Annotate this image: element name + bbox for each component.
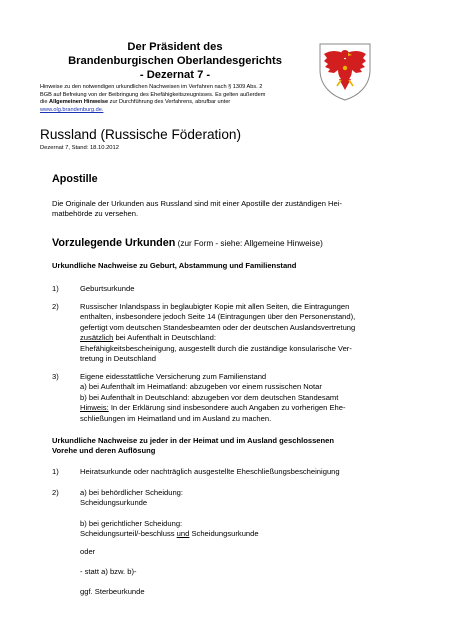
vorehe-oder: oder (80, 547, 96, 556)
header-line-2: Brandenburgischen Oberlandesgerichts (68, 55, 282, 67)
geburt-subheading: Urkundliche Nachweise zu Geburt, Abstammung und Familienstand (52, 261, 297, 270)
apostille-line-1: Die Originale der Urkunden aus Russland sind mit einer Apostille der zuständigen Hei- (52, 199, 342, 208)
geburt-i3-line-2: a) bei Aufenthalt im Heimatland: abzugeben vor einem russischen Notar (80, 382, 322, 392)
apostille-text (52, 199, 412, 220)
apostille-heading: Apostille (52, 173, 98, 185)
intro-l3-post: zur Durchführung des Verfahrens, abrufbar unter (108, 99, 231, 106)
hinweis-underlined: Hinweis: (80, 403, 109, 413)
vorehe-item-1-number: 1) (52, 467, 59, 476)
vorehe-item-1-text: Heiratsurkunde oder nachträglich ausgestellte Eheschließungsbescheinigung (80, 467, 340, 476)
brandenburg-eagle-icon (316, 40, 374, 102)
vorehe-title-line-1: Urkundliche Nachweise zu jeder in der Heimat und im Ausland geschlossenen (52, 436, 335, 445)
geburt-i3-line-4-rest: In der Erklärung sind insbesondere auch Angaben zu vorherigen Ehe- (108, 403, 346, 413)
vorehe-subheading (52, 436, 407, 457)
intro-line-2: BGB auf Befreiung von der Beibringung des Ehefähigkeitszeugnisses. Es gelten außerdem (40, 91, 266, 98)
geburt-i2-line-6: tretung in Deutschland (80, 354, 156, 364)
vorehe-b-line-1: b) bei gerichtlicher Scheidung: (80, 519, 183, 528)
vorehe-b-l2-pre: Scheidungsurteil/-beschluss (80, 529, 177, 538)
vorehe-b-line-2 (80, 529, 259, 539)
geburt-item-3-number: 3) (52, 372, 59, 381)
intro-line-3 (40, 99, 312, 107)
vorzulegende-title: Vorzulegende Urkunden (52, 237, 176, 249)
vorehe-title-line-2: Vorehe und deren Auflösung (52, 446, 156, 456)
geburt-i2-line-4 (80, 333, 412, 343)
document-header (40, 40, 310, 82)
intro-line-1: Hinweise zu den notwendigen urkundlichen Nachweisen im Verfahren nach § 1309 Abs. 2 (40, 84, 263, 90)
intro-text (40, 84, 312, 114)
header-line-1: Der Präsident des (127, 41, 223, 53)
und-underlined: und (176, 529, 190, 538)
vorehe-sterbeurkunde: ggf. Sterbeurkunde (80, 587, 145, 596)
olg-website-link[interactable]: www.olg.brandenburg.de. (40, 106, 104, 113)
header-line-3: - Dezernat 7 - (139, 69, 211, 81)
apostille-line-2: matbehörde zu versehen. (52, 209, 139, 219)
geburt-i3-line-1: Eigene eidesstattliche Versicherung zum Familienstand (80, 372, 267, 381)
geburt-item-3-text (80, 372, 412, 424)
geburt-i3-line-4 (80, 403, 412, 413)
vorehe-item-2-number: 2) (52, 488, 59, 497)
vorzulegende-suffix: (zur Form - siehe: Allgemeine Hinweise) (175, 239, 323, 248)
intro-l3-pre: die (40, 99, 50, 106)
geburt-i2-line-4-rest: bei Aufenthalt in Deutschland: (113, 333, 216, 343)
stand-date: Dezernat 7, Stand: 18.10.2012 (40, 145, 119, 151)
vorehe-b-l2-post: Scheidungsurkunde (189, 529, 259, 538)
zusaetzlich-underlined: zusätzlich (80, 333, 114, 343)
vorehe-statt: - statt a) bzw. b)- (80, 567, 137, 576)
geburt-i2-line-2: enthalten, insbesondere jedoch Seite 14 (Eintragungen über den Personenstand), (80, 312, 356, 322)
geburt-item-2-text (80, 302, 412, 364)
vorehe-a-line-1: a) bei behördlicher Scheidung: (80, 488, 184, 497)
geburt-i2-line-3: gefertigt vom deutschen Standesbeamten oder der deutschen Auslandsvertretung (80, 322, 356, 332)
country-title: Russland (Russische Föderation) (40, 127, 241, 142)
vorzulegende-heading (52, 237, 323, 249)
vorehe-a-line-2: Scheidungsurkunde (80, 498, 148, 507)
allgemeine-hinweise-bold: Allgemeinen Hinweise (49, 99, 109, 106)
geburt-i2-line-1: Russischer Inlandspass in beglaubigter Kopie mit allen Seiten, die Eintragungen (80, 302, 350, 311)
geburt-item-2-number: 2) (52, 302, 59, 311)
geburt-item-1-text: Geburtsurkunde (80, 284, 135, 293)
geburt-item-1-number: 1) (52, 284, 59, 293)
geburt-i3-line-3: b) bei Aufenthalt in Deutschland: abzugeben vor dem deutschen Standesamt (80, 392, 339, 402)
geburt-i2-line-5: Ehefähigkeitsbescheinigung, ausgestellt durch die zuständige konsularische Ver- (80, 343, 352, 353)
geburt-i3-line-5: schließungen im Heimatland und im Ausland zu machen. (80, 413, 272, 423)
